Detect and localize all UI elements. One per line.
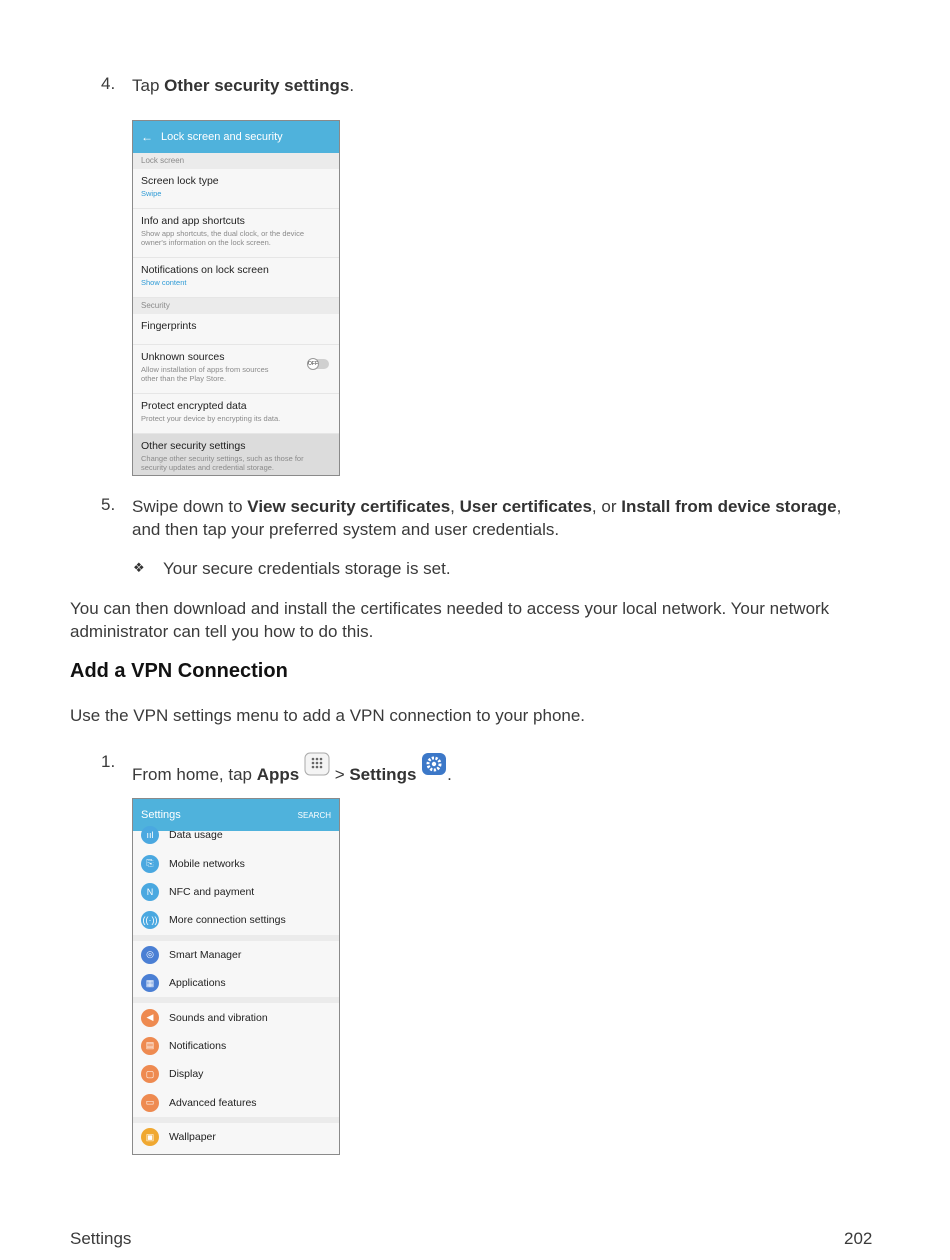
step-number: 1. [101, 752, 116, 771]
paragraph: You can then download and install the certificates needed to access your local network. Your network administrator can tell you how to do this. [70, 599, 830, 641]
more-connection-icon: ((·)) [141, 911, 159, 929]
step-number: 5. [101, 495, 116, 514]
wallpaper-icon: ▣ [141, 1128, 159, 1146]
settings-item[interactable] [133, 1123, 339, 1151]
section-header: Lock screen [133, 153, 339, 169]
settings-item-label: Smart Manager [169, 948, 242, 961]
settings-gear-icon [421, 752, 447, 782]
paragraph: Use the VPN settings menu to add a VPN connection to your phone. [70, 706, 586, 725]
sound-icon: ◀ [141, 1009, 159, 1027]
settings-item[interactable] [133, 1032, 339, 1060]
settings-item-label: NFC and payment [169, 885, 255, 898]
settings-item-label: More connection settings [169, 914, 286, 927]
settings-row[interactable]: Fingerprints [133, 314, 339, 345]
footer-section: Settings [70, 1229, 132, 1248]
settings-item[interactable] [133, 969, 339, 997]
settings-item[interactable] [133, 849, 339, 877]
settings-item[interactable] [133, 906, 339, 934]
settings-item-label: Wallpaper [169, 1131, 216, 1144]
section-header: Security [133, 298, 339, 314]
step-5-text: Swipe down to View security certificates, User certificates, or Install from device storage, and then tap your preferred system and user credentials. [132, 497, 842, 539]
settings-item[interactable] [133, 821, 339, 849]
settings-item-label: Advanced features [169, 1096, 257, 1109]
bullet-text: Your secure credentials storage is set. [163, 559, 451, 578]
section-heading: Add a VPN Connection [70, 660, 288, 682]
lock-screen-screenshot [132, 120, 340, 476]
settings-item[interactable] [133, 1003, 339, 1031]
settings-item-label: Mobile networks [169, 857, 245, 870]
settings-item-label: Sounds and vibration [169, 1011, 268, 1024]
bullet-icon: ❖ [133, 560, 145, 575]
settings-row[interactable]: Notifications on lock screen Show content [133, 258, 339, 298]
settings-item-label: Display [169, 1068, 204, 1081]
settings-item[interactable] [133, 941, 339, 969]
settings-item[interactable] [133, 878, 339, 906]
settings-item-label: Data usage [169, 829, 223, 842]
nfc-icon: N [141, 883, 159, 901]
applications-icon: ▦ [141, 974, 159, 992]
settings-screenshot [132, 798, 340, 1155]
settings-item-label: Applications [169, 977, 226, 990]
settings-row[interactable]: Protect encrypted data Protect your device by encrypting its data. [133, 394, 339, 434]
app-bar [133, 121, 339, 153]
smart-manager-icon: ◎ [141, 946, 159, 964]
step-1-text: From home, tap Apps > Settings . [132, 752, 452, 786]
settings-row[interactable]: Unknown sources Allow installation of apps from sources other than the Play Store. OFF [133, 345, 339, 394]
settings-row[interactable]: Info and app shortcuts Show app shortcuts, the dual clock, or the device owner's information on the lock screen. [133, 209, 339, 258]
search-button[interactable]: SEARCH [297, 810, 331, 820]
settings-item[interactable] [133, 1060, 339, 1088]
settings-list [133, 821, 339, 1151]
step-4-text: Tap Other security settings. [132, 76, 355, 95]
settings-item[interactable] [133, 1089, 339, 1117]
screen-title: Lock screen and security [161, 131, 283, 143]
back-arrow-icon[interactable]: ← [141, 130, 153, 144]
apps-icon [304, 752, 330, 782]
step-number: 4. [101, 74, 116, 93]
data-usage-icon: ııl [141, 826, 159, 844]
mobile-networks-icon: ⎘ [141, 855, 159, 873]
display-icon: ▢ [141, 1065, 159, 1083]
toggle-switch[interactable]: OFF [307, 359, 329, 369]
advanced-features-icon: ▭ [141, 1094, 159, 1112]
notifications-icon: ▤ [141, 1037, 159, 1055]
settings-row[interactable]: Screen lock type Swipe [133, 169, 339, 209]
screen-title: Settings [141, 809, 181, 821]
page-number: 202 [844, 1229, 873, 1248]
settings-row-selected[interactable]: Other security settings Change other security settings, such as those for security updates and credential storage. [133, 434, 339, 476]
settings-item-label: Notifications [169, 1039, 227, 1052]
